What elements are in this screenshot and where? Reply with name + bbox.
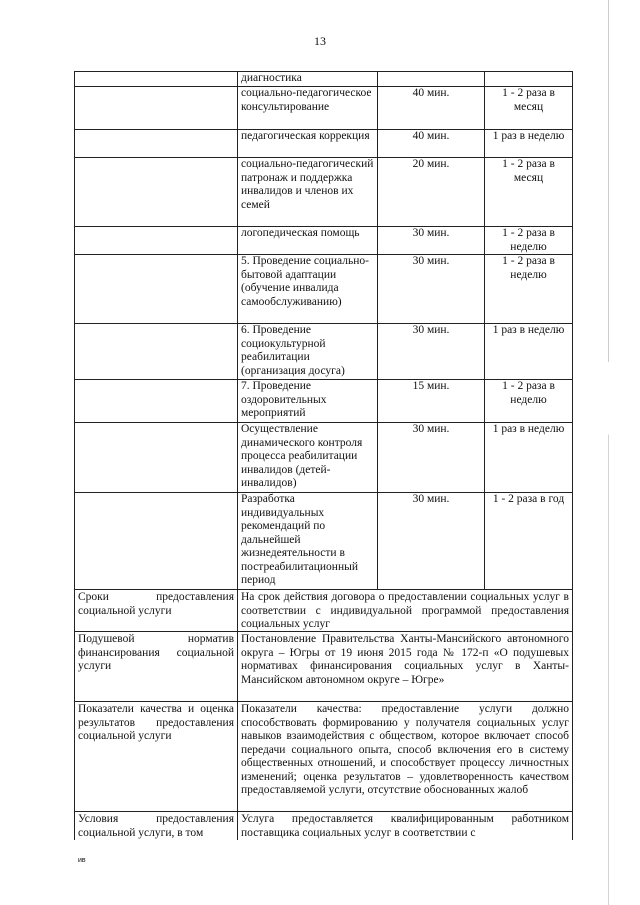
page-number: 13 [314,34,326,48]
service-time: 30 мин. [378,255,485,323]
table-row [75,226,572,254]
service-time [378,72,485,86]
row-value: Постановление Правительства Ханты-Мансийского автономного округа – Югры от 19 июня 2015 года № 172-п «О подушевых нормативах финансирования социальных услуг в Ханты-Мансийском автономном округе – Югре» [241,633,569,686]
service-time: 40 мин. [378,130,485,157]
table-row [75,323,572,379]
scan-edge-line [608,0,609,905]
service-frequency: 1 раз в неделю [492,324,565,336]
service-frequency: 1 - 2 раза в месяц [502,158,555,184]
service-time: 30 мин. [378,493,485,589]
service-time: 30 мин. [378,423,485,492]
row-label: Показатели качества и оценка результатов предоставления социальной услуги [75,702,238,811]
service-time: 15 мин. [378,380,485,422]
service-name: социально-педагогическое консультирование [238,87,378,129]
service-name: логопедическая помощь [238,227,378,254]
table-row [75,71,572,86]
service-frequency: 1 - 2 раза в неделю [502,380,555,406]
row-value: Услуга предоставляется квалифицированным работником поставщика социальных услуг в соответствии с [241,813,569,839]
service-time: 40 мин. [378,87,485,129]
table-row [75,701,572,811]
table-row [75,811,572,840]
service-time: 30 мин. [378,227,485,254]
service-frequency: 1 - 2 раза в год [492,493,565,505]
service-time: 30 мин. [378,324,485,379]
row-label: Сроки предоставления социальной услуги [75,590,238,631]
service-frequency: 1 - 2 раза в месяц [502,87,555,113]
service-name: Разработка индивидуальных рекомендаций по дальнейшей жизнедеятельности в постреабилитационный период [238,493,378,589]
service-frequency: 1 - 2 раза в неделю [502,227,555,253]
table-row [75,422,572,492]
table-row [75,86,572,129]
service-frequency [485,72,572,86]
table-row [75,129,572,157]
row-label: Условия предоставления социальной услуги, в том [75,812,238,840]
table-row [75,379,572,422]
service-frequency: 1 раз в неделю [492,423,565,435]
services-table [74,71,573,840]
service-name: 6. Проведение социокультурной реабилитации (организация досуга) [238,324,378,379]
row-label: Подушевой норматив финансирования социальной услуги [75,632,238,701]
service-time: 20 мин. [378,158,485,226]
service-name: социально-педагогический патронаж и поддержка инвалидов и членов их семей [238,158,378,226]
footer-mark: ив [78,857,86,864]
row-value: Показатели качества: предоставление услуги должно способствовать формированию у получателя социальных услуг навыков взаимодействия с обществом, которое включает способ передачи социального опыта, способ включения его в систему общественных отношений, и способствует процессу личностных изменений; оценка результатов – удовлетворенность качеством предоставляемой услуги, отсутствие обоснованных жалоб [241,703,569,796]
service-frequency: 1 - 2 раза в неделю [502,255,555,281]
row-value: На срок действия договора о предоставлении социальных услуг в соответствии с индивидуальной программой предоставления социальных услуг [241,591,569,630]
table-row [75,631,572,701]
table-row [75,589,572,631]
table-row [75,492,572,589]
service-name: 5. Проведение социально-бытовой адаптации (обучение инвалида самообслуживанию) [238,255,378,323]
service-name: Осуществление динамического контроля процесса реабилитации инвалидов (детей-инвалидов) [238,423,378,492]
service-name: диагностика [238,72,378,86]
table-row [75,254,572,323]
service-name: педагогическая коррекция [238,130,378,157]
table-row [75,157,572,226]
service-frequency: 1 раз в неделю [492,130,565,142]
service-name: 7. Проведение оздоровительных мероприятий [238,380,378,422]
